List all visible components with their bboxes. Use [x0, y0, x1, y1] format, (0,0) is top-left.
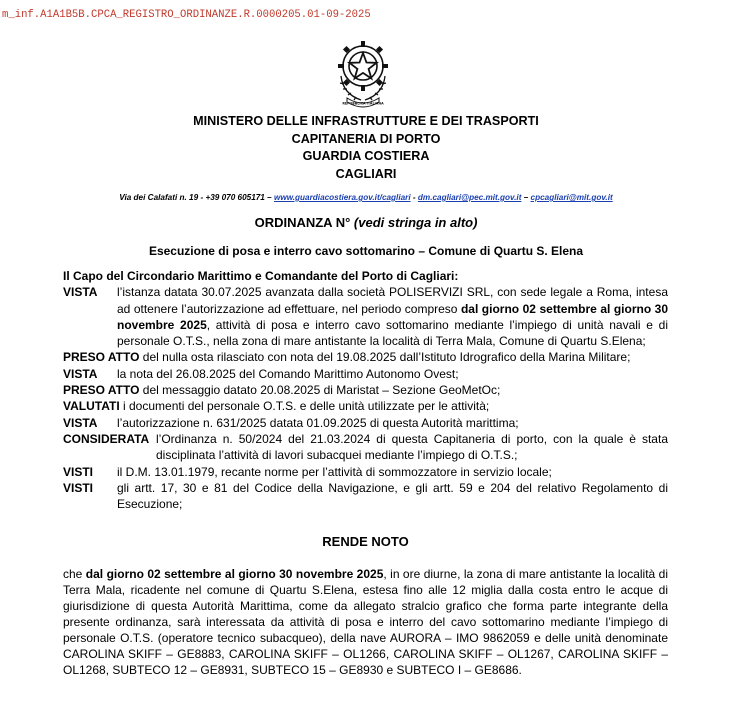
repubblica-italiana-emblem: [333, 36, 393, 110]
website-link[interactable]: www.guardiacostiera.gov.it/cagliari: [273, 193, 411, 202]
clause-text: il D.M. 13.01.1979, recante norme per l’attività di sommozzatore in servizio locale;: [117, 464, 552, 479]
clause-text: gli artt. 17, 30 e 81 del Codice della Navigazione, e gli artt. 59 e 204 del relativo Regolamento di Esecuzione;: [117, 480, 668, 512]
header-guardia-costiera: GUARDIA COSTIERA: [302, 149, 430, 163]
address-text: Via dei Calafati n. 19 - +39 070 605171 –: [119, 193, 274, 202]
clause-text: PRESO ATTO del nulla osta rilasciato con nota del 19.08.2025 dall’Istituto Idrografico della Marina Militare;: [63, 350, 631, 365]
clause-vista-nota: [63, 366, 668, 382]
clause-keyword: CONSIDERATA: [63, 431, 150, 446]
svg-text:REPUBBLICA ITALIANA: REPUBBLICA ITALIANA: [342, 101, 384, 106]
final-paragraph: che dal giorno 02 settembre al giorno 30 novembre 2025, in ore diurne, la zona di mare antistante la località di Terra Mala, ricadente nel comune di Quartu S.Elena, estesa fino alle 12 miglia dalla costa entro le acque di giurisdizione di questa Autorità Marittima, come da allegato stralcio grafico che forma parte integrante della presente ordinanza, sarà interessata da attività di posa e interro del cavo sottomarino mediante l’impiego di personale O.T.S. (operatore tecnico subacqueo), della nave AURORA – IMO 9862059 e delle unità denominate CAROLINA SKIFF – GE8883, CAROLINA SKIFF – OL1266, CAROLINA SKIFF – OL1267, CAROLINA SKIFF – OL1268, SUBTECO 12 – GE8931, SUBTECO 15 – GE8930 e SUBTECO I – GE8686.: [63, 566, 669, 678]
clause-keyword: VALUTATI: [63, 399, 120, 414]
clause-text: l’istanza datata 30.07.2025 avanzata dalla società POLISERVIZI SRL, con sede legale a Roma, intesa ad ottenere l’autorizzazione ad effettuare, nel periodo compreso dal giorno 02 settembre al giorno 30 novembre 2025, attività di posa e interro cavo sottomarino mediante l’impiego di unità navali e di personale O.T.S., nella zona di mare antistante la località di Terra Mala, Comune di Quartu S.Elena;: [117, 285, 668, 349]
ordinance-subject: Esecuzione di posa e interro cavo sottomarino – Comune di Quartu S. Elena: [148, 244, 584, 258]
clause-keyword: PRESO ATTO: [63, 350, 140, 365]
separator: –: [521, 193, 531, 202]
clause-visti-codice: [63, 480, 668, 513]
clause-keyword: VISTI: [63, 480, 94, 495]
contact-line: [0, 193, 732, 202]
title-main: ORDINANZA N°: [254, 215, 354, 230]
header-city: CAGLIARI: [335, 166, 397, 181]
pec-email-link[interactable]: dm.cagliari@pec.mit.gov.it: [417, 193, 522, 202]
title-note: (vedi stringa in alto): [353, 215, 478, 230]
clause-keyword: VISTA: [63, 366, 98, 381]
clause-text: PRESO ATTO del messaggio datato 20.08.2025 di Maristat – Sezione GeoMetOc;: [63, 383, 501, 398]
clause-text: l’Ordinanza n. 50/2024 del 21.03.2024 di questa Capitaneria di porto, con la quale è stata disciplinata l’attività di lavori subacquei mediante l’impiego di O.T.S.;: [156, 431, 668, 463]
ordinance-title: [0, 215, 732, 230]
clause-preso-atto-messaggio: [63, 382, 668, 398]
clause-valutati: [63, 398, 668, 414]
clause-keyword: VISTA: [63, 285, 98, 300]
clause-considerata: [63, 431, 668, 464]
clause-text: VALUTATI i documenti del personale O.T.S. e delle unità utilizzate per le attività;: [63, 399, 490, 414]
clause-vista-autorizzazione: [63, 415, 668, 431]
protocol-stamp: m_inf.A1A1B5B.CPCA_REGISTRO_ORDINANZE.R.0000205.01-09-2025: [2, 9, 371, 21]
rende-noto-heading: RENDE NOTO: [322, 534, 409, 550]
clause-visti-dm: [63, 464, 668, 480]
header-capitaneria: CAPITANERIA DI PORTO: [291, 131, 441, 146]
clause-vista-istanza: [63, 284, 668, 349]
clause-text: l’autorizzazione n. 631/2025 datata 01.09.2025 di questa Autorità marittima;: [117, 415, 519, 430]
separator: -: [410, 193, 418, 202]
clause-keyword: VISTA: [63, 415, 98, 430]
ordinance-body: [63, 268, 668, 678]
intro-line: Il Capo del Circondario Marittimo e Comandante del Porto di Cagliari:: [63, 269, 459, 283]
clause-preso-atto-nulla-osta: [63, 349, 668, 365]
clause-keyword: VISTI: [63, 464, 94, 479]
clause-text: la nota del 26.08.2025 del Comando Marittimo Autonomo Ovest;: [117, 366, 459, 381]
ministry-header: [0, 113, 732, 183]
email-link[interactable]: cpcagliari@mit.gov.it: [530, 193, 613, 202]
clause-keyword: PRESO ATTO: [63, 383, 140, 398]
header-ministry: MINISTERO DELLE INFRASTRUTTURE E DEI TRASPORTI: [193, 114, 539, 128]
